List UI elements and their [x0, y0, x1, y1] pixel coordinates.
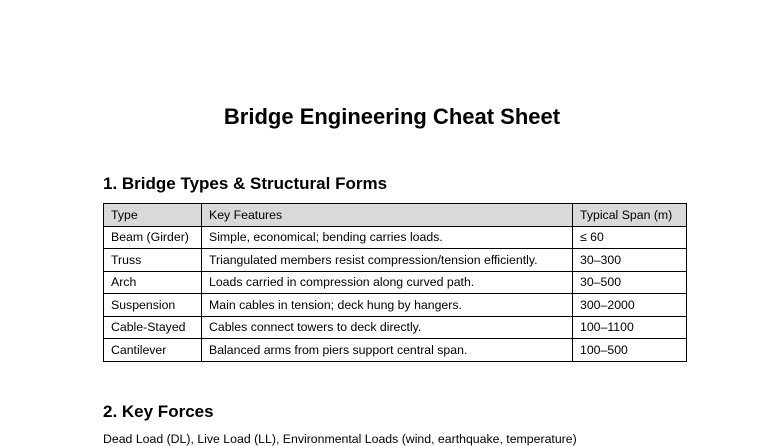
cell-type: Cantilever	[104, 339, 202, 362]
column-header-typical-span: Typical Span (m)	[573, 204, 687, 227]
cell-type: Suspension	[104, 294, 202, 317]
table-row	[104, 249, 687, 272]
table-row	[104, 226, 687, 249]
section-heading-key-forces: 2. Key Forces	[103, 402, 214, 421]
page-title: Bridge Engineering Cheat Sheet	[223, 104, 561, 129]
column-header-type: Type	[104, 204, 202, 227]
cell-type: Cable-Stayed	[104, 316, 202, 339]
cell-typical-span: ≤ 60	[573, 226, 687, 249]
section-heading-bridge-types: 1. Bridge Types & Structural Forms	[103, 174, 388, 193]
cell-key-features: Cables connect towers to deck directly.	[202, 316, 573, 339]
cell-type: Arch	[104, 271, 202, 294]
cell-typical-span: 30–500	[573, 271, 687, 294]
table-row	[104, 271, 687, 294]
cell-type: Truss	[104, 249, 202, 272]
cell-key-features: Balanced arms from piers support central span.	[202, 339, 573, 362]
table-header-row	[104, 204, 687, 227]
cell-typical-span: 100–500	[573, 339, 687, 362]
table-row	[104, 294, 687, 317]
cell-type: Beam (Girder)	[104, 226, 202, 249]
key-forces-text: Dead Load (DL), Live Load (LL), Environmental Loads (wind, earthquake, temperature)	[103, 432, 577, 446]
cell-key-features: Loads carried in compression along curved path.	[202, 271, 573, 294]
bridge-types-table	[103, 203, 687, 362]
cell-typical-span: 300–2000	[573, 294, 687, 317]
cell-typical-span: 30–300	[573, 249, 687, 272]
table-row	[104, 316, 687, 339]
cell-key-features: Simple, economical; bending carries loads.	[202, 226, 573, 249]
cell-typical-span: 100–1100	[573, 316, 687, 339]
column-header-key-features: Key Features	[202, 204, 573, 227]
table-row	[104, 339, 687, 362]
cell-key-features: Triangulated members resist compression/tension efficiently.	[202, 249, 573, 272]
cell-key-features: Main cables in tension; deck hung by hangers.	[202, 294, 573, 317]
